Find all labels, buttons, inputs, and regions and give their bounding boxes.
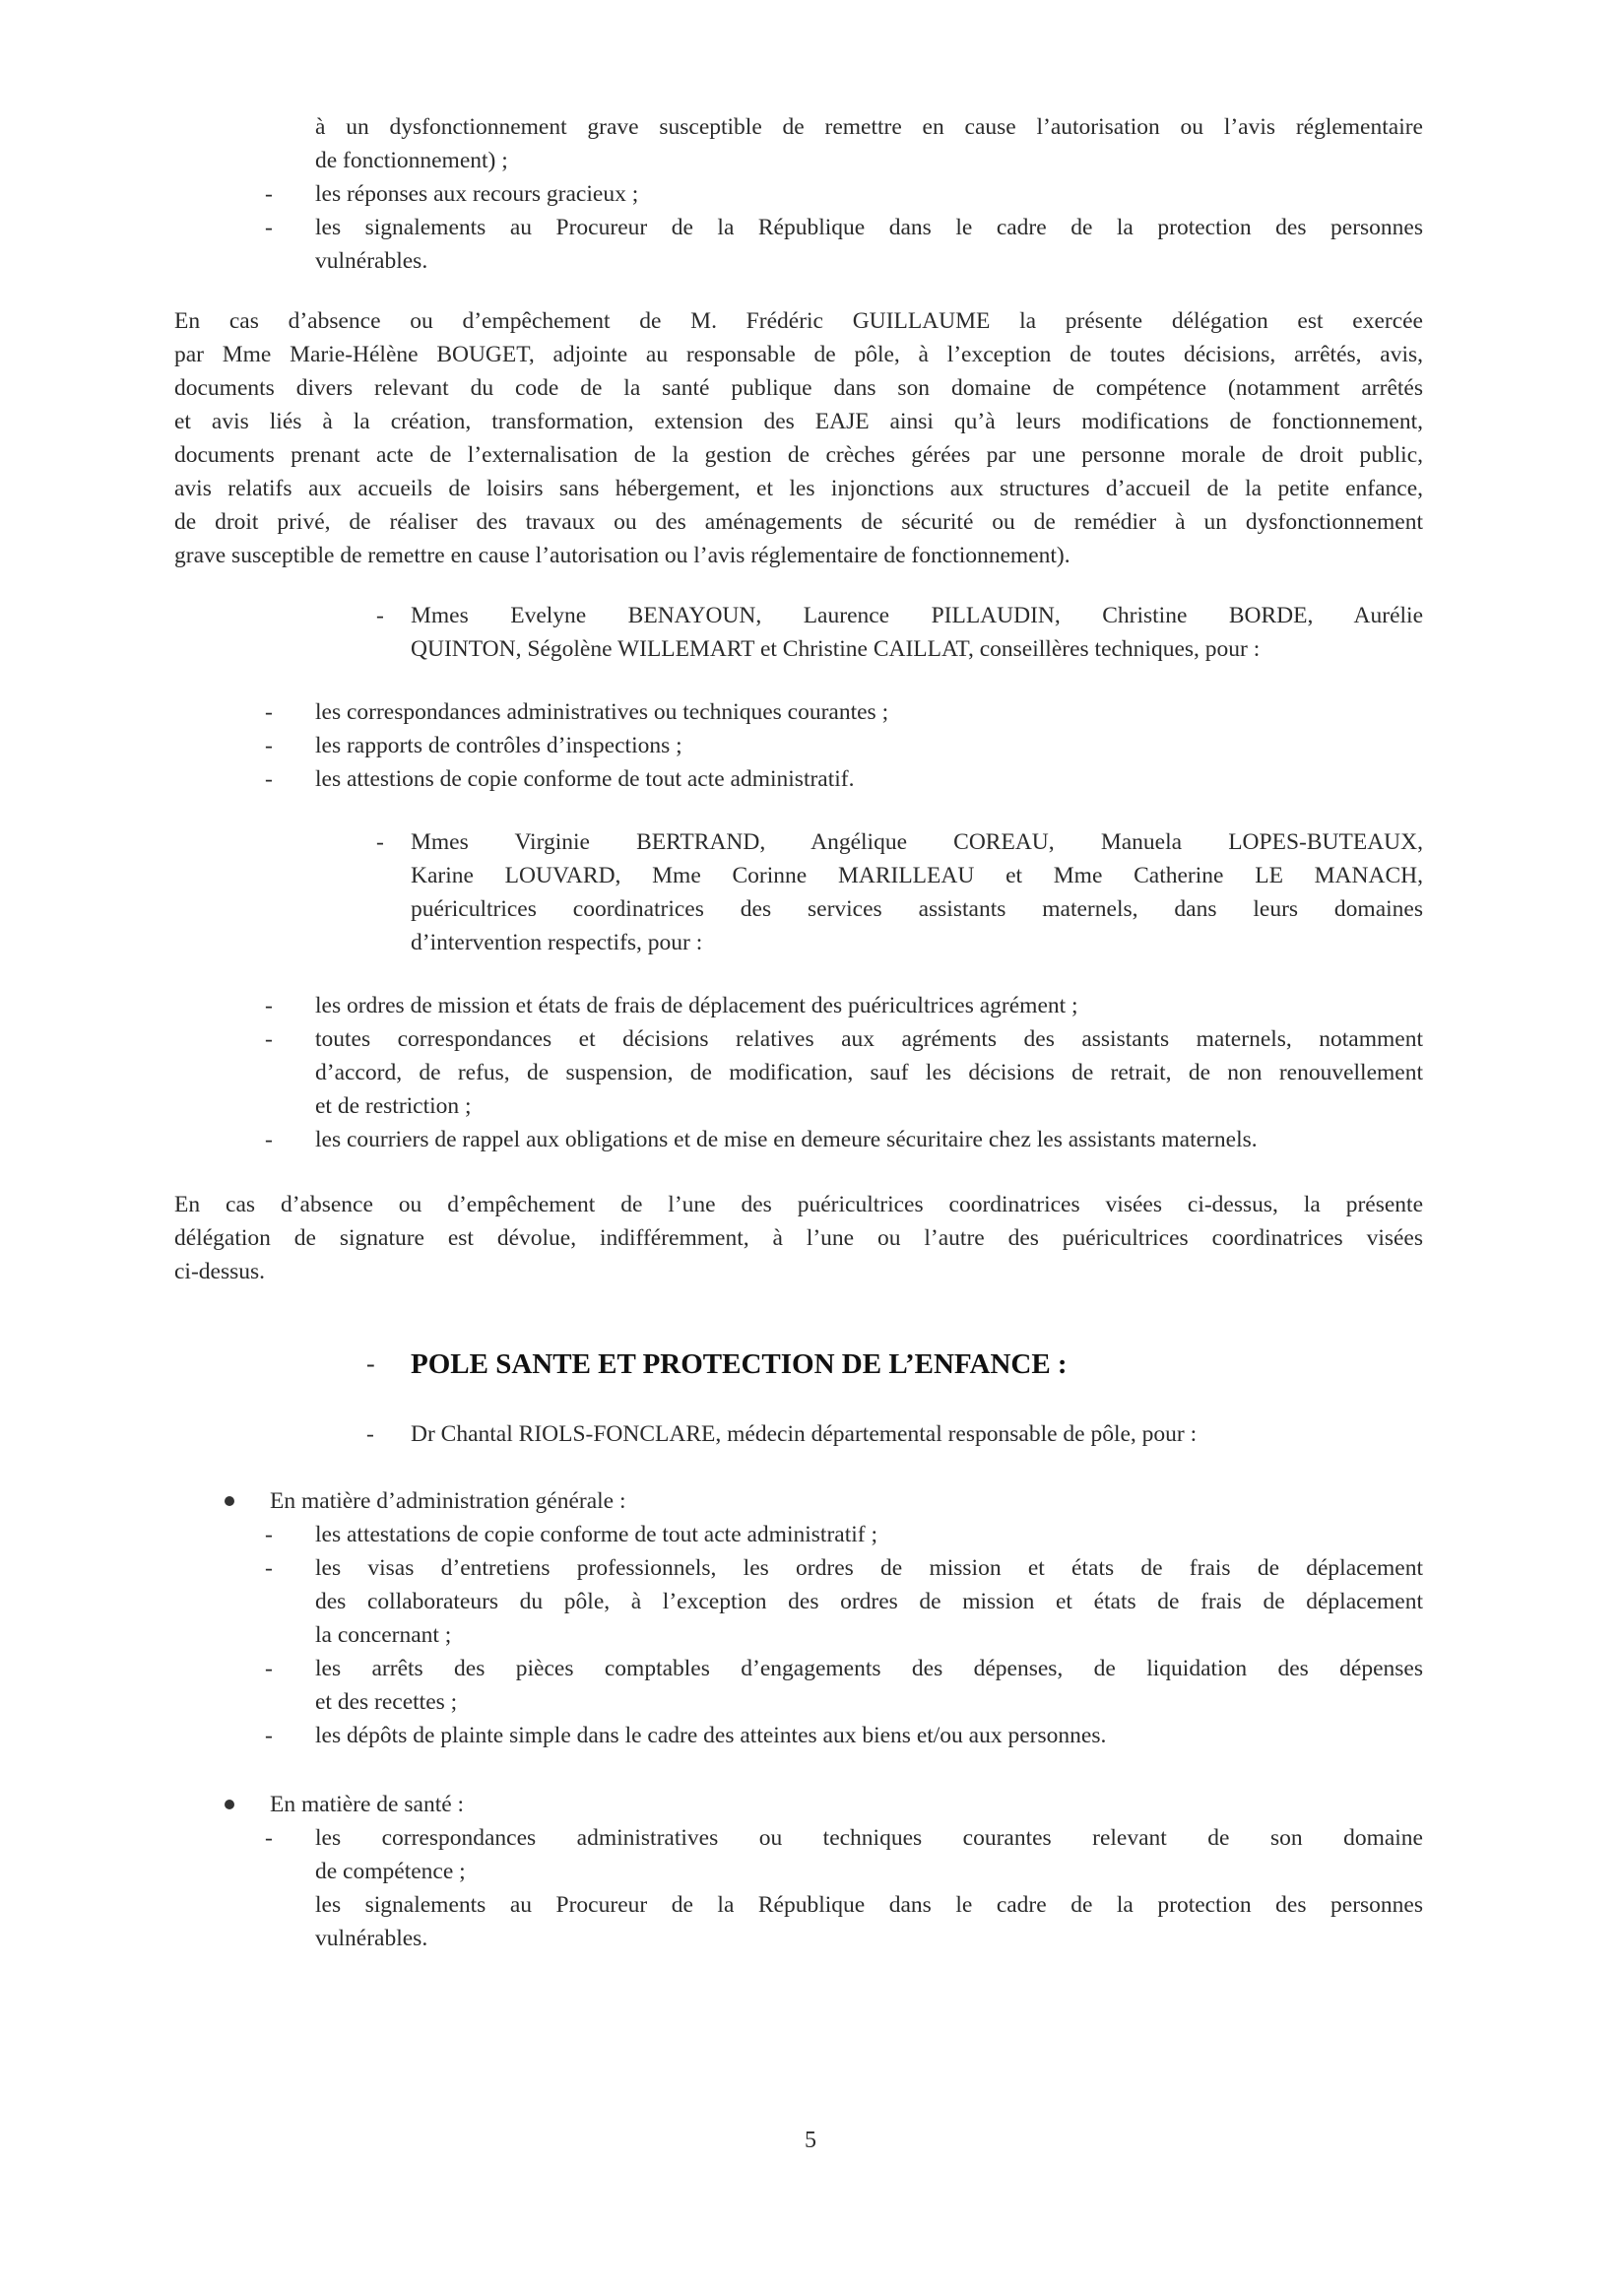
list-item: de compétence ; [315, 1859, 466, 1884]
paragraph-line: à un dysfonctionnement grave susceptible de remettre en cause l’autorisation ou l’avis réglementaire [315, 114, 1423, 140]
dash-marker: - [265, 1723, 273, 1748]
dash-marker: - [265, 993, 273, 1018]
paragraph-line: En cas d’absence ou d’empêchement de M. Frédéric GUILLAUME la présente délégation est exercée [174, 308, 1423, 334]
dash-marker: - [265, 181, 273, 207]
list-item: des collaborateurs du pôle, à l’exception des ordres de mission et états de frais de déplacement [315, 1589, 1423, 1614]
delegate-line: puéricultrices coordinatrices des services assistants maternels, dans leurs domaines [411, 896, 1423, 922]
dash-marker: - [376, 603, 384, 628]
list-item: les correspondances administratives ou techniques courantes relevant de son domaine [315, 1825, 1423, 1851]
list-item: les courriers de rappel aux obligations et de mise en demeure sécuritaire chez les assistants maternels. [315, 1127, 1258, 1152]
list-item: les arrêts des pièces comptables d’engagements des dépenses, de liquidation des dépenses [315, 1656, 1423, 1681]
delegate-line: d’intervention respectifs, pour : [411, 930, 703, 955]
delegate-line: Mmes Virginie BERTRAND, Angélique COREAU, Manuela LOPES-BUTEAUX, [411, 829, 1423, 855]
dash-marker: - [265, 215, 273, 240]
paragraph-line: documents prenant acte de l’externalisation de la gestion de crèches gérées par une personne morale de droit public, [174, 442, 1423, 468]
paragraph-line: de fonctionnement) ; [315, 148, 508, 173]
page-number: 5 [805, 2128, 816, 2153]
paragraph-line: et avis liés à la création, transformation, extension des EAJE ainsi qu’à leurs modifications de fonctionnement, [174, 409, 1423, 434]
delegate-line: QUINTON, Ségolène WILLEMART et Christine CAILLAT, conseillères techniques, pour : [411, 636, 1261, 662]
dash-marker: - [265, 1026, 273, 1052]
list-item: les visas d’entretiens professionnels, les ordres de mission et états de frais de déplacement [315, 1555, 1423, 1581]
list-item: les signalements au Procureur de la République dans le cadre de la protection des personnes [315, 215, 1423, 240]
list-item: et de restriction ; [315, 1093, 472, 1119]
paragraph-line: En cas d’absence ou d’empêchement de l’une des puéricultrices coordinatrices visées ci-dessus, la présente [174, 1192, 1423, 1217]
paragraph-line: ci-dessus. [174, 1259, 266, 1284]
dash-marker: - [366, 1421, 374, 1447]
list-item: les signalements au Procureur de la République dans le cadre de la protection des personnes [315, 1892, 1423, 1918]
paragraph-line: avis relatifs aux accueils de loisirs sans hébergement, et les injonctions aux structures d’accueil de la petite enfance, [174, 476, 1423, 501]
list-item: les rapports de contrôles d’inspections ; [315, 733, 682, 758]
list-item: vulnérables. [315, 1926, 428, 1951]
dash-marker: - [376, 829, 384, 855]
paragraph-line: délégation de signature est dévolue, indifféremment, à l’une ou l’autre des puéricultrices coordinatrices visées [174, 1225, 1423, 1251]
dash-marker: - [265, 1656, 273, 1681]
bullet-icon [225, 1496, 234, 1506]
list-item: toutes correspondances et décisions relatives aux agréments des assistants maternels, notamment [315, 1026, 1423, 1052]
list-item: les ordres de mission et états de frais de déplacement des puéricultrices agrément ; [315, 993, 1078, 1018]
list-item: les correspondances administratives ou techniques courantes ; [315, 699, 889, 725]
list-item: les réponses aux recours gracieux ; [315, 181, 639, 207]
delegate-line: Karine LOUVARD, Mme Corinne MARILLEAU et Mme Catherine LE MANACH, [411, 863, 1423, 888]
list-item: d’accord, de refus, de suspension, de modification, sauf les décisions de retrait, de non renouvellement [315, 1060, 1423, 1085]
bullet-heading: En matière de santé : [270, 1792, 465, 1817]
paragraph-line: par Mme Marie-Hélène BOUGET, adjointe au responsable de pôle, à l’exception de toutes décisions, arrêtés, avis, [174, 342, 1423, 367]
list-item: et des recettes ; [315, 1689, 458, 1715]
dash-marker: - [265, 699, 273, 725]
list-item: la concernant ; [315, 1622, 452, 1648]
section-heading: POLE SANTE ET PROTECTION DE L’ENFANCE : [411, 1348, 1068, 1380]
delegate-line: Dr Chantal RIOLS-FONCLARE, médecin départemental responsable de pôle, pour : [411, 1421, 1198, 1447]
dash-marker: - [265, 1825, 273, 1851]
paragraph-line: documents divers relevant du code de la santé publique dans son domaine de compétence (notamment arrêtés [174, 375, 1423, 401]
dash-marker: - [265, 1522, 273, 1547]
list-item: les dépôts de plainte simple dans le cadre des atteintes aux biens et/ou aux personnes. [315, 1723, 1107, 1748]
dash-marker: - [265, 766, 273, 792]
paragraph-line: grave susceptible de remettre en cause l’autorisation ou l’avis réglementaire de fonctionnement). [174, 543, 1070, 568]
dash-marker: - [265, 1555, 273, 1581]
list-item: les attestions de copie conforme de tout acte administratif. [315, 766, 855, 792]
list-item: vulnérables. [315, 248, 428, 274]
dash-marker: - [265, 1127, 273, 1152]
bullet-icon [225, 1800, 234, 1809]
dash-marker: - [265, 733, 273, 758]
bullet-heading: En matière d’administration générale : [270, 1488, 626, 1514]
delegate-line: Mmes Evelyne BENAYOUN, Laurence PILLAUDIN, Christine BORDE, Aurélie [411, 603, 1423, 628]
dash-marker: - [366, 1349, 375, 1378]
paragraph-line: de droit privé, de réaliser des travaux ou des aménagements de sécurité ou de remédier à un dysfonctionnement [174, 509, 1423, 535]
list-item: les attestations de copie conforme de tout acte administratif ; [315, 1522, 877, 1547]
